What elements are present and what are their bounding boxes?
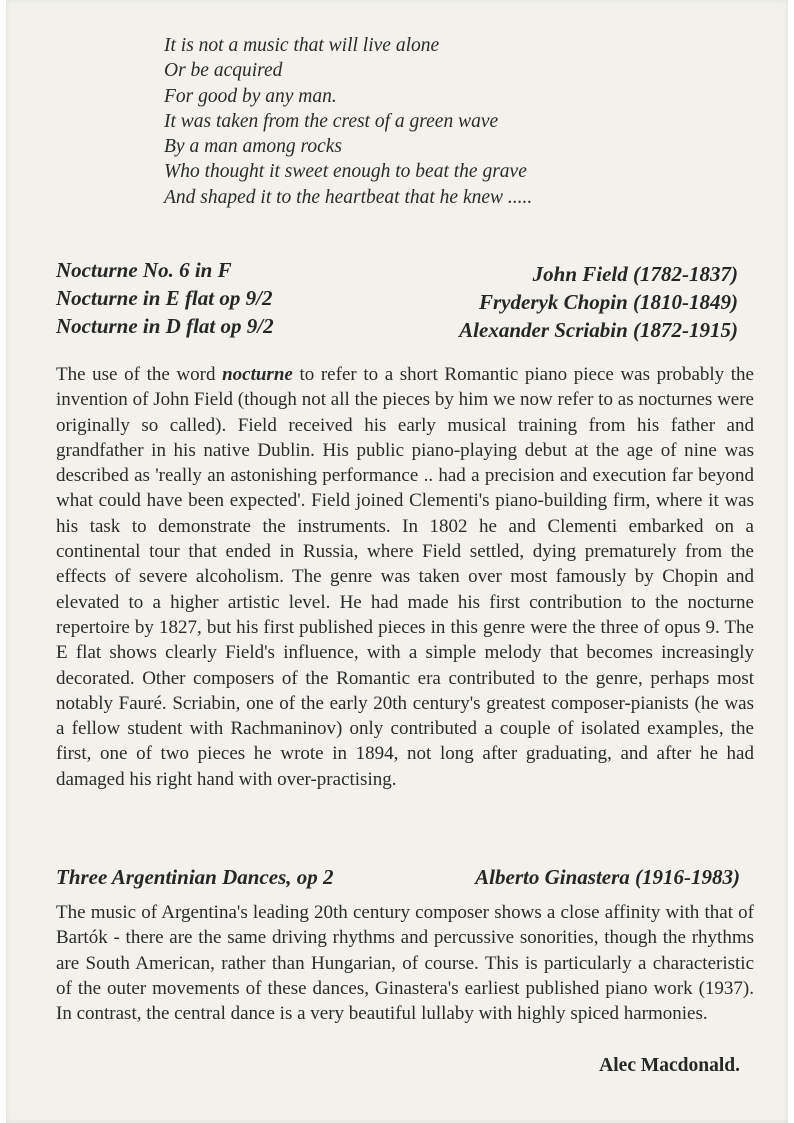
poem-line: It is not a music that will live alone bbox=[164, 35, 440, 56]
programme-page bbox=[6, 0, 788, 1123]
piece-composer: Fryderyk Chopin (1810-1849) bbox=[479, 290, 738, 314]
author-signature: Alec Macdonald. bbox=[599, 1055, 740, 1076]
dances-title: Three Argentinian Dances, op 2 bbox=[56, 865, 334, 889]
poem-line: It was taken from the crest of a green wave bbox=[164, 110, 499, 132]
poem-line: For good by any man. bbox=[164, 85, 337, 107]
emphasized-word: nocturne bbox=[222, 364, 293, 385]
poem bbox=[164, 33, 532, 210]
piece-composer: John Field (1782-1837) bbox=[532, 262, 738, 286]
notes-text: The use of the word bbox=[56, 364, 223, 385]
piece-composer: Alexander Scriabin (1872-1915) bbox=[459, 318, 738, 342]
poem-line: And shaped it to the heartbeat that he knew ..... bbox=[164, 186, 533, 208]
dances-composer: Alberto Ginastera (1916-1983) bbox=[475, 865, 740, 889]
poem-line: Who thought it sweet enough to beat the grave bbox=[164, 161, 527, 183]
piece-title: Nocturne in E flat op 9/2 bbox=[56, 286, 273, 310]
notes-text: to refer to a short Romantic piano piece was probably the invention of John Field (though not all the pieces by him we now refer to as nocturnes were originally so called). Field received his early musical training from his father and grandfather in his native Dublin. His public piano-playing debut at the age of nine was described as 'really an astonishing performance .. had a precision and execution far beyond what could have been expected'. Field joined Clementi's piano-building firm, where it was his task to demonstrate the instruments. In 1802 he and Clementi embarked on a continental tour that ended in Russia, where Field settled, dying prematurely from the effects of severe alcoholism. The genre was taken over most famously by Chopin and elevated to a higher artistic level. He had made his first contribution to the nocturne repertoire by 1827, but his first published pieces in this genre were the three of opus 9. The E flat shows clearly Field's influence, with a simple melody that becomes increasingly decorated. Other composers of the Romantic era contributed to the genre, perhaps most notably Fauré. Scriabin, one of the early 20th century's greatest composer-pianists (he was a fellow student with Rachmaninov) only contributed a couple of isolated examples, the first, one of two pieces he wrote in 1894, not long after graduating, and after he had damaged his right hand with over-practising. bbox=[56, 364, 754, 790]
piece-title: Nocturne in D flat op 9/2 bbox=[56, 314, 274, 338]
piece-title: Nocturne No. 6 in F bbox=[56, 258, 232, 282]
poem-line: Or be acquired bbox=[164, 60, 283, 82]
nocturne-notes bbox=[56, 362, 754, 792]
poem-line: By a man among rocks bbox=[164, 136, 342, 158]
dances-notes: The music of Argentina's leading 20th century composer shows a close affinity with that of Bartók - there are the same driving rhythms and percussive sonorities, though the rhythms are South American, rather than Hungarian, of course. This is particularly a characteristic of the outer movements of these dances, Ginastera's earliest published piano work (1937). In contrast, the central dance is a very beautiful lullaby with highly spiced harmonies. bbox=[56, 902, 754, 1025]
